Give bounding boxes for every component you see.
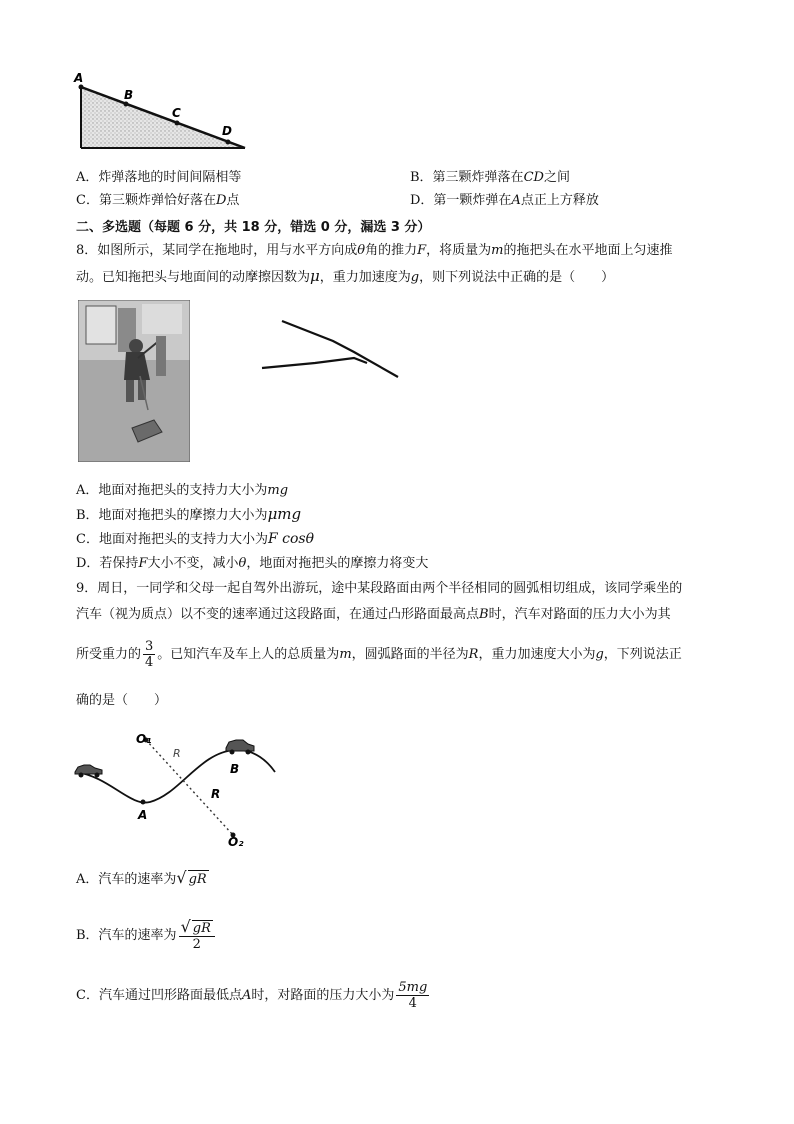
point-a — [79, 85, 84, 90]
label-a: A — [74, 71, 84, 85]
q8-option-d-text: ，地面对拖把头的摩擦力将变大 — [246, 556, 429, 571]
fraction-denominator: 4 — [408, 996, 417, 1011]
mop-ground-line — [262, 358, 367, 368]
q7-option-b-text: B．第三颗炸弹落在 — [410, 170, 524, 185]
q9-option-a-text: A．汽车的速率为 — [76, 872, 177, 887]
label-b: B — [124, 88, 134, 102]
radius-symbol: R — [468, 647, 479, 662]
label-o2: O₂ — [228, 835, 244, 848]
mop-handle-line — [282, 321, 398, 377]
q9-option-b — [76, 916, 217, 956]
gravity-symbol: g — [595, 647, 604, 662]
q9-option-b-radicand: gR — [192, 921, 211, 936]
car-right-icon — [226, 740, 254, 755]
road-point-a — [141, 800, 146, 805]
q7-option-d — [410, 192, 599, 210]
q7-option-c-text: C．第三颗炸弹恰好落在 — [76, 193, 216, 208]
q9-option-c-text: C．汽车通过凹形路面最低点 — [76, 988, 242, 1003]
q8-text: ，则下列说法中正确的是（ ） — [419, 270, 615, 285]
label-road-a: A — [138, 808, 148, 822]
sqrt-icon: √ — [180, 917, 191, 936]
q8-option-a-expr: mg — [267, 483, 289, 498]
q8-text: 8．如图所示，某同学在拖地时，用与水平方向成 — [76, 243, 358, 258]
theta-symbol: θ — [357, 243, 366, 258]
q8-text: 的拖把头在水平地面上匀速推 — [503, 243, 673, 258]
q9-text: ，圆弧路面的半径为 — [351, 647, 469, 662]
point-b — [124, 102, 129, 107]
q7-option-b — [410, 169, 570, 187]
point-c — [175, 121, 180, 126]
q9-text: 。已知汽车及车上人的总质量为 — [157, 647, 340, 662]
q7-option-c — [76, 192, 239, 210]
q9-option-a — [76, 869, 209, 889]
gravity-symbol: g — [410, 270, 420, 285]
sqrt-icon: √ — [176, 868, 187, 887]
label-r-lower: R — [211, 787, 221, 801]
q8-option-d-text: 大小不变，减小 — [147, 556, 239, 571]
q7-option-b-tail: 之间 — [543, 170, 570, 185]
section-heading: 二、多选题（每题 6 分，共 18 分，错选 0 分，漏选 3 分） — [76, 220, 431, 235]
q9-text: ，下列说法正 — [603, 647, 682, 662]
label-road-b: B — [230, 762, 240, 776]
q9-stem-line2 — [76, 606, 671, 624]
q7-option-d-var: A — [511, 193, 521, 208]
q8-option-d — [76, 555, 428, 573]
q7-option-a-text: A．炸弹落地的时间间隔相等 — [76, 170, 242, 185]
q7-option-c-var: D — [215, 193, 227, 208]
q9-text: 汽车（视为质点）以不变的速率通过这段路面，在通过凸形路面最高点 — [76, 607, 480, 622]
fraction-numerator: 5mg — [398, 980, 428, 995]
label-r-upper: R — [173, 747, 181, 760]
q7-option-c-tail: 点 — [226, 193, 240, 208]
point-b-symbol: B — [479, 607, 489, 622]
q8-text: ，重力加速度为 — [319, 270, 411, 285]
mass-symbol: m — [491, 243, 504, 258]
label-d: D — [222, 124, 232, 138]
q9-stem-line3 — [76, 638, 682, 672]
q9-option-b-text: B．汽车的速率为 — [76, 928, 177, 943]
q8-option-b-expr: μmg — [267, 505, 302, 523]
q8-option-a-text: A．地面对拖把头的支持力大小为 — [76, 483, 268, 498]
fraction-denominator: 4 — [145, 655, 154, 670]
force-symbol: F — [417, 243, 427, 258]
q7-option-d-text: D．第一颗炸弹在 — [410, 193, 512, 208]
q8-option-c-expr: F cosθ — [267, 531, 314, 547]
mass-symbol: m — [339, 647, 352, 662]
mu-symbol: μ — [310, 267, 320, 285]
label-c: C — [172, 106, 181, 120]
mop-force-diagram — [255, 315, 405, 385]
q9-text: ，重力加速度大小为 — [478, 647, 596, 662]
incline-figure — [68, 70, 258, 155]
q8-option-a — [76, 482, 288, 500]
label-o1: O₁ — [136, 732, 152, 746]
force-symbol: F — [138, 556, 148, 571]
q9-option-c — [76, 976, 431, 1016]
fraction-denominator: 2 — [192, 937, 201, 952]
q8-stem-line1 — [76, 242, 673, 260]
q8-option-c — [76, 530, 314, 549]
q9-stem-line4: 确的是（ ） — [76, 693, 168, 708]
q9-option-a-radicand: gR — [188, 872, 207, 887]
road-arc-figure — [70, 722, 280, 848]
q8-option-b-text: B．地面对拖把头的摩擦力大小为 — [76, 508, 268, 523]
mopping-photo — [78, 300, 190, 462]
point-a-symbol: A — [241, 988, 252, 1003]
point-d — [226, 140, 231, 145]
q8-text: ，将质量为 — [426, 243, 492, 258]
theta-symbol: θ — [238, 556, 247, 571]
q8-option-c-text: C．地面对拖把头的支持力大小为 — [76, 532, 268, 547]
fraction-numerator: 3 — [145, 639, 154, 654]
q7-option-a — [76, 169, 241, 187]
q9-option-b-fraction — [179, 919, 215, 952]
q8-option-b — [76, 505, 301, 525]
fraction-three-quarters — [143, 639, 155, 670]
q8-option-d-text: D．若保持 — [76, 556, 139, 571]
fraction-numerator — [179, 919, 215, 937]
q9-text: 时，汽车对路面的压力大小为其 — [488, 607, 671, 622]
q9-option-c-fraction — [396, 980, 429, 1011]
q9-option-c-text: 时，对路面的压力大小为 — [251, 988, 395, 1003]
q9-stem-line1: 9．周日，一同学和父母一起自驾外出游玩，途中某段路面由两个半径相同的圆弧相切组成，该同学乘坐的 — [76, 581, 683, 596]
q8-text: 角的推力 — [365, 243, 418, 258]
q8-stem-line2 — [76, 267, 614, 287]
q7-option-d-tail: 点正上方释放 — [520, 193, 599, 208]
q7-option-b-var: CD — [523, 170, 544, 185]
q9-text: 所受重力的 — [76, 647, 142, 662]
q8-text: 动。已知拖把头与地面间的动摩擦因数为 — [76, 270, 311, 285]
